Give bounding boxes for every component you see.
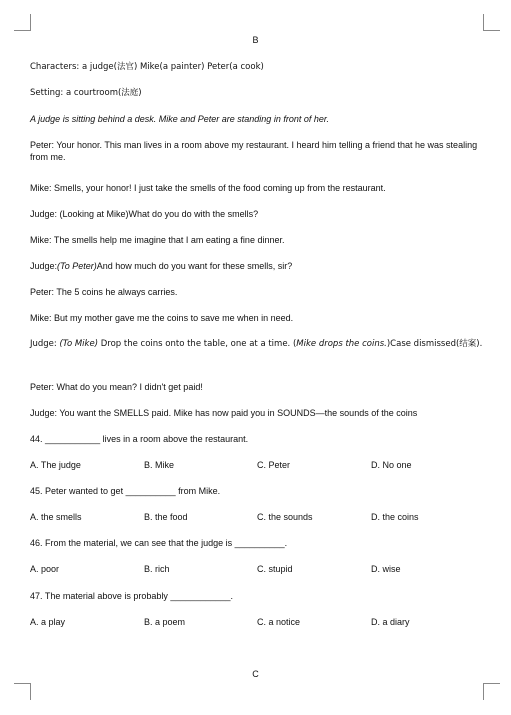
q44-option-b: B. Mike — [144, 460, 175, 470]
speech: And how much do you want for these smells, sir? — [96, 261, 293, 271]
crop-mark-bottom-right — [483, 683, 500, 700]
question-47-stem: 47. The material above is probably ____________. — [30, 591, 233, 601]
speech: )Case dismissed(结案). — [386, 339, 483, 349]
dialogue-judge-3 — [30, 338, 485, 350]
dialogue-judge-2 — [30, 260, 485, 272]
characters-line: Characters: a judge(法官) Mike(a painter) Peter(a cook) — [30, 62, 264, 72]
q46-option-d: D. wise — [371, 564, 401, 574]
speech: Drop the coins onto the table, one at a time. ( — [98, 339, 297, 349]
q46-option-b: B. rich — [144, 564, 170, 574]
question-44-stem: 44. ___________ lives in a room above the restaurant. — [30, 434, 249, 444]
crop-mark-top-left — [14, 14, 31, 31]
speaker: Judge: — [30, 261, 58, 271]
dialogue-mike-2: Mike: The smells help me imagine that I am eating a fine dinner. — [30, 235, 285, 245]
stage-note: (To Peter) — [57, 261, 97, 271]
q45-option-b: B. the food — [144, 512, 188, 522]
q45-option-d: D. the coins — [371, 512, 419, 522]
q44-option-a: A. The judge — [30, 460, 81, 470]
speaker: Judge: — [30, 339, 60, 349]
dialogue-judge-1: Judge: (Looking at Mike)What do you do with the smells? — [30, 209, 259, 219]
question-46-stem: 46. From the material, we can see that the judge is __________. — [30, 538, 288, 548]
crop-mark-top-right — [483, 14, 500, 31]
dialogue-judge-4: Judge: You want the SMELLS paid. Mike has now paid you in SOUNDS—the sounds of the coins — [30, 408, 418, 418]
section-marker-bottom: C — [252, 669, 259, 679]
dialogue-peter-1: Peter: Your honor. This man lives in a room above my restaurant. I heard him telling a friend that he was stealing from me. — [30, 140, 478, 162]
section-marker-top: B — [252, 35, 259, 45]
q47-option-b: B. a poem — [144, 617, 186, 627]
q44-option-c: C. Peter — [257, 460, 291, 470]
question-45-stem: 45. Peter wanted to get __________ from Mike. — [30, 486, 221, 496]
dialogue-peter-3: Peter: What do you mean? I didn't get paid! — [30, 382, 203, 392]
q45-option-a: A. the smells — [30, 512, 82, 522]
dialogue-mike-3: Mike: But my mother gave me the coins to save me when in need. — [30, 313, 294, 323]
q47-option-d: D. a diary — [371, 617, 410, 627]
stage-note: (To Mike) — [59, 339, 99, 349]
crop-mark-bottom-left — [14, 683, 31, 700]
q46-option-a: A. poor — [30, 564, 60, 574]
q47-option-c: C. a notice — [257, 617, 301, 627]
q44-option-d: D. No one — [371, 460, 412, 470]
q45-option-c: C. the sounds — [257, 512, 313, 522]
setting-line: Setting: a courtroom(法庭) — [30, 88, 142, 98]
q46-option-c: C. stupid — [257, 564, 293, 574]
dialogue-mike-1: Mike: Smells, your honor! I just take the smells of the food coming up from the restaurant. — [30, 183, 386, 193]
dialogue-peter-2: Peter: The 5 coins he always carries. — [30, 287, 178, 297]
q47-option-a: A. a play — [30, 617, 66, 627]
stage-direction: A judge is sitting behind a desk. Mike and Peter are standing in front of her. — [30, 114, 330, 124]
stage-note: Mike drops the coins. — [296, 339, 387, 349]
